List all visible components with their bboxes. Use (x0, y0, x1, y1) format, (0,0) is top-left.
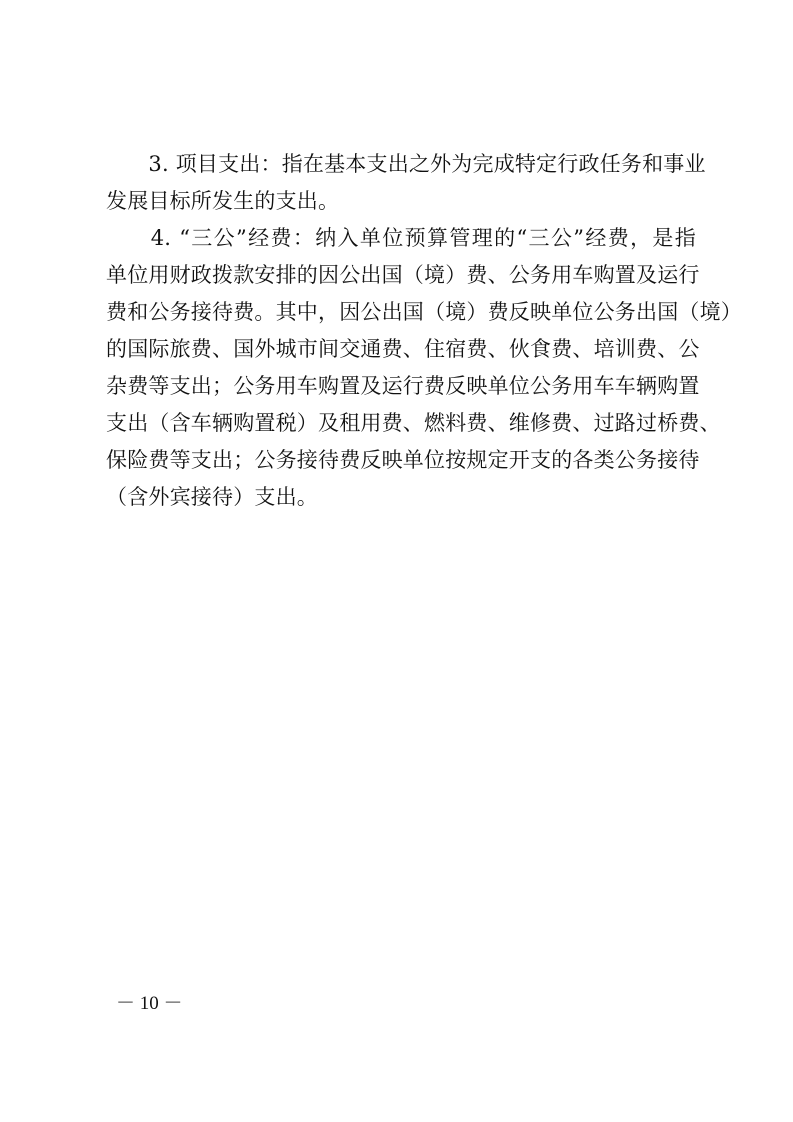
paragraph-4-line-4: 的国际旅费、国外城市间交通费、住宿费、伙食费、培训费、公 (106, 337, 700, 361)
paragraph-4-line-8: （含外宾接待）支出。 (106, 485, 318, 509)
paragraph-4-line-7: 保险费等支出；公务接待费反映单位按规定开支的各类公务接待 (106, 448, 700, 472)
paragraph-3-line-1: 3. 项目支出：指在基本支出之外为完成特定行政任务和事业 (106, 152, 706, 176)
paragraph-3-line-2: 发展目标所发生的支出。 (106, 189, 340, 213)
paragraph-4-line-2: 单位用财政拨款安排的因公出国（境）费、公务用车购置及运行 (106, 263, 700, 287)
paragraph-4-line-5: 杂费等支出；公务用车购置及运行费反映单位公务用车车辆购置 (106, 374, 700, 398)
paragraph-4-line-1: 4. “三公”经费：纳入单位预算管理的“三公”经费，是指 (106, 226, 696, 250)
page-number: － 10 － (116, 993, 183, 1014)
paragraph-4-line-6: 支出（含车辆购置税）及租用费、燃料费、维修费、过路过桥费、 (106, 411, 721, 435)
paragraph-4-line-3: 费和公务接待费。其中，因公出国（境）费反映单位公务出国（境） (106, 300, 742, 324)
body-text (106, 146, 742, 516)
